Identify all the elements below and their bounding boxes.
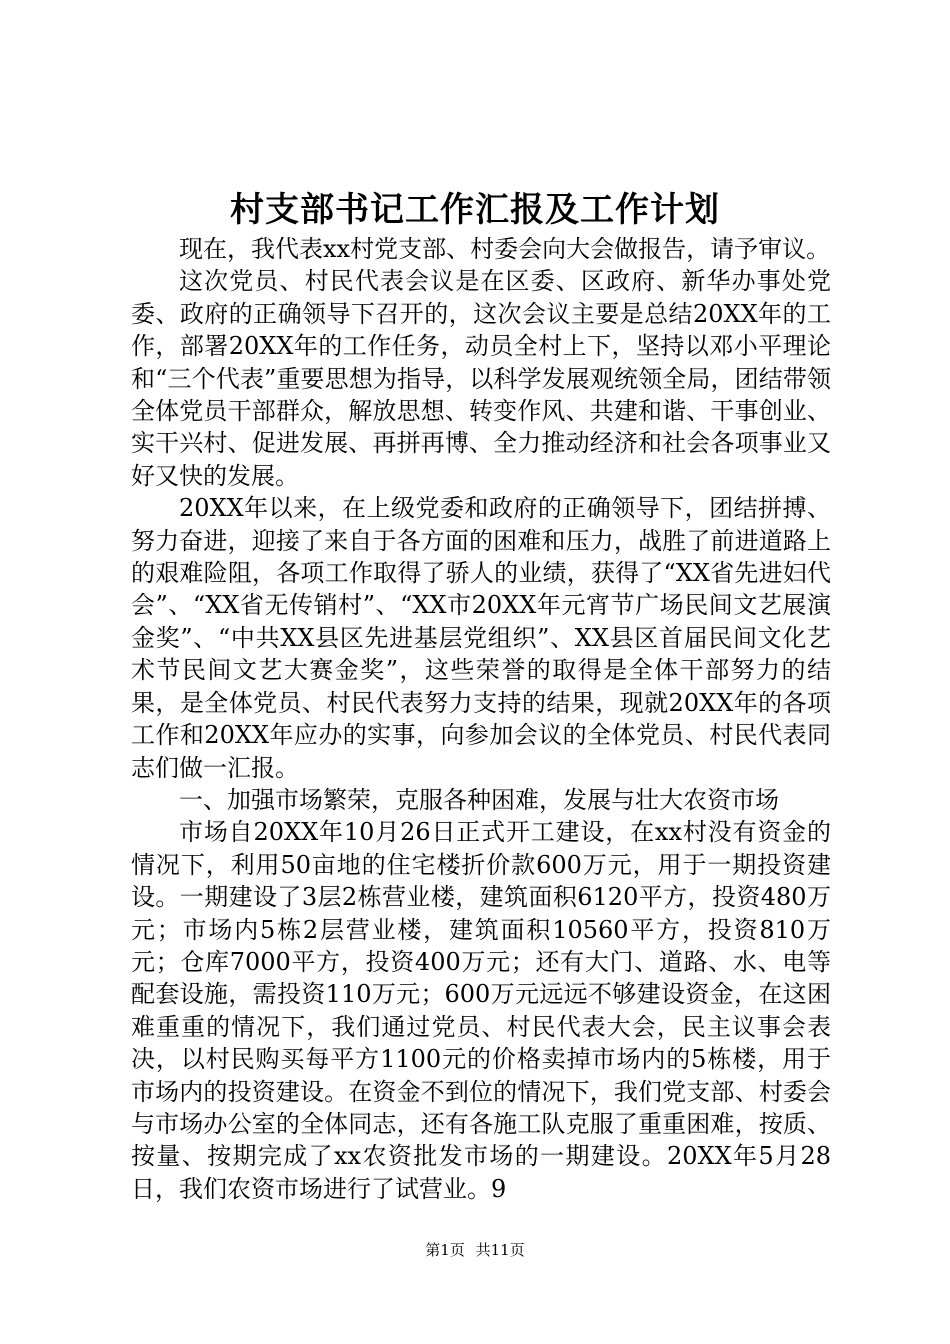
document-body <box>131 233 831 1205</box>
page-footer <box>0 1240 950 1260</box>
paragraph-meeting: 这次党员、村民代表会议是在区委、区政府、新华办事处党委、政府的正确领导下召开的，这次会议主要是总结20XX年的工作，部署20XX年的工作任务，动员全村上下，坚持以邓小平理论和“三个代表”重要思想为指导，以科学发展观统领全局，团结带领全体党员干部群众，解放思想、转变作风、共建和谐、干事创业、实干兴村、促进发展、再拼再博、全力推动经济和社会各项事业又好又快的发展。 <box>131 267 831 490</box>
page-number: 第1页 <box>425 1241 465 1259</box>
section-heading: 一、加强市场繁荣，克服各种困难，发展与壮大农资市场 <box>179 785 779 814</box>
paragraph-achievements: 20XX年以来，在上级党委和政府的正确领导下，团结拼搏、努力奋进，迎接了来自于各方面的困难和压力，战胜了前进道路上的艰难险阻，各项工作取得了骄人的业绩，获得了“XX省先进妇代会”、“XX省无传销村”、“XX市20XX年元宵节广场民间文艺展演金奖”、“中共XX县区先进基层党组织”、XX县区首届民间文化艺术节民间文艺大赛金奖”，这些荣誉的取得是全体干部努力的结果，是全体党员、村民代表努力支持的结果，现就20XX年的各项工作和20XX年应办的实事，向参加会议的全体党员、村民代表同志们做一汇报。 <box>131 494 831 782</box>
page-total: 共11页 <box>475 1241 525 1259</box>
paragraph-market: 市场自20XX年10月26日正式开工建设，在xx村没有资金的情况下，利用50亩地的住宅楼折价款600万元，用于一期投资建设。一期建设了3层2栋营业楼，建筑面积6120平方，投资480万元；市场内5栋2层营业楼，建筑面积10560平方，投资810万元；仓库7000平方，投资400万元；还有大门、道路、水、电等配套设施，需投资110万元；600万元远远不够建设资金，在这困难重重的情况下，我们通过党员、村民代表大会，民主议事会表决，以村民购买每平方1100元的价格卖掉市场内的5栋楼，用于市场内的投资建设。在资金不到位的情况下，我们党支部、村委会与市场办公室的全体同志，还有各施工队克服了重重困难，按质、按量、按期完成了xx农资批发市场的一期建设。20XX年5月28日，我们农资市场进行了试营业。9 <box>131 818 831 1203</box>
paragraph-intro: 现在，我代表xx村党支部、村委会向大会做报告，请予审议。 <box>179 235 831 263</box>
document-title: 村支部书记工作汇报及工作计划 <box>230 190 720 230</box>
